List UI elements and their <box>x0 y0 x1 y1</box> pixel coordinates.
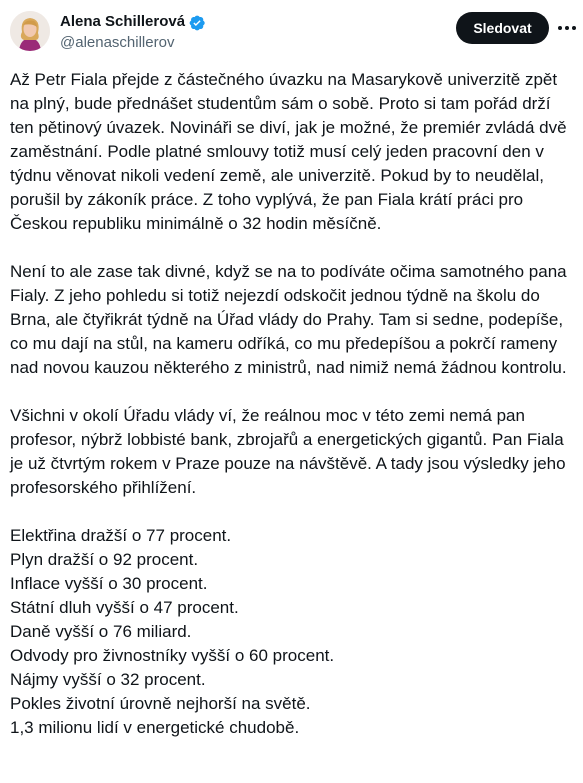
list-item: Plyn dražší o 92 procent. <box>10 550 199 569</box>
verified-badge-icon <box>188 14 206 32</box>
stats-list <box>10 524 570 740</box>
display-name-row <box>60 12 206 32</box>
author-block <box>60 12 206 53</box>
avatar-image <box>10 11 50 51</box>
list-item: Daně vyšší o 76 miliard. <box>10 622 192 641</box>
tweet-header <box>0 0 583 64</box>
display-name[interactable]: Alena Schillerová <box>60 13 186 30</box>
list-item: Pokles životní úrovně nejhorší na světě. <box>10 694 311 713</box>
list-item: Inflace vyšší o 30 procent. <box>10 574 208 593</box>
tweet-text <box>10 68 570 740</box>
list-item: Nájmy vyšší o 32 procent. <box>10 670 206 689</box>
list-item: 1,3 milionu lidí v energetické chudobě. <box>10 718 300 737</box>
list-item: Elektřina dražší o 77 procent. <box>10 526 232 545</box>
handle[interactable]: @alenaschillerov <box>60 34 175 51</box>
avatar[interactable] <box>10 11 50 51</box>
tweet-paragraph: Až Petr Fiala přejde z částečného úvazku na Masarykově univerzitě zpět na plný, bude přednášet studentům sám o sobě. Proto si tam pořád drží ten pětinový úvazek. Novináři se diví, jak je možné, že premiér zvládá dvě zaměstnání. Podle platné smlouvy totiž musí celý jeden pracovní den v týdnu věnovat nikoli vedení země, ale univerzitě. Pokud by to neudělal, porušil by zákoník práce. Z toho vyplývá, že pan Fiala krátí práci pro Českou republiku minimálně o 32 hodin měsíčně. <box>10 70 567 233</box>
more-dots-icon[interactable] <box>556 17 578 39</box>
list-item: Státní dluh vyšší o 47 procent. <box>10 598 239 617</box>
follow-button[interactable]: Sledovat <box>456 12 549 44</box>
tweet-paragraph: Všichni v okolí Úřadu vlády ví, že reálnou moc v této zemi nemá pan profesor, nýbrž lobbisté bank, zbrojařů a energetických gigantů. Pan Fiala je už čtvrtým rokem v Praze pouze na návštěvě. A tady jsou výsledky jeho profesorského přihlížení. <box>10 406 566 497</box>
tweet-paragraph: Není to ale zase tak divné, když se na to podíváte očima samotného pana Fialy. Z jeho pohledu si totiž nejezdí odskočit jednou týdně na školu do Brna, ale čtyřikrát týdně na Úřad vlády do Prahy. Tam si sedne, podepíše, co mu dají na stůl, na kameru odříká, co mu předepíšou a pokrčí rameny nad novou kauzou některého z ministrů, nad nimiž nemá žádnou kontrolu. <box>10 262 567 377</box>
list-item: Odvody pro živnostníky vyšší o 60 procent. <box>10 646 335 665</box>
